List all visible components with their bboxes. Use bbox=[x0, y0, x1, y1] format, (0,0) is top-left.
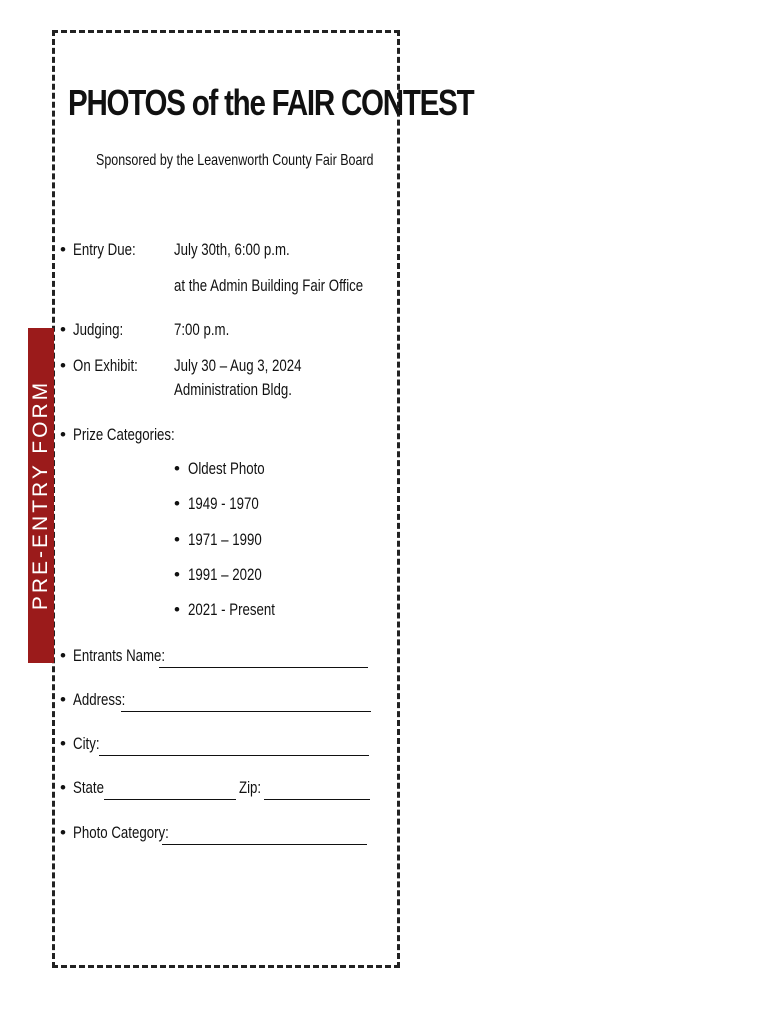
judging-value bbox=[174, 320, 245, 340]
category-item bbox=[188, 600, 300, 620]
form-title: PHOTOS of the FAIR CONTEST bbox=[68, 82, 474, 123]
category-item-text: Oldest Photo bbox=[188, 459, 265, 478]
form-subtitle bbox=[96, 152, 452, 170]
entrants-name-label-text: Entrants Name: bbox=[73, 646, 166, 665]
bullet: • bbox=[60, 734, 66, 753]
address-field[interactable] bbox=[121, 711, 371, 712]
side-tab-label: PRE-ENTRY FORM bbox=[29, 379, 52, 611]
category-item-text: 1949 - 1970 bbox=[188, 494, 259, 513]
category-item bbox=[188, 530, 283, 550]
zip-field[interactable] bbox=[264, 799, 370, 800]
entry-due-value bbox=[174, 240, 322, 260]
photo-category-label-text: Photo Category: bbox=[73, 823, 169, 842]
address-label-text: Address: bbox=[73, 690, 126, 709]
category-item bbox=[188, 459, 286, 479]
photo-category-field[interactable] bbox=[162, 844, 367, 845]
judging-label bbox=[73, 320, 137, 340]
entrants-name-label bbox=[73, 646, 191, 666]
bullet: • bbox=[60, 320, 66, 339]
entry-due-date-text: July 30th, 6:00 p.m. bbox=[174, 240, 290, 259]
category-item-text: 1991 – 2020 bbox=[188, 565, 262, 584]
subtitle-text: Sponsored by the Leavenworth County Fair Board bbox=[96, 152, 374, 169]
prize-categories-label bbox=[73, 425, 203, 445]
zip-label bbox=[239, 778, 267, 798]
city-field[interactable] bbox=[99, 755, 369, 756]
photo-category-label bbox=[73, 823, 196, 843]
state-field[interactable] bbox=[104, 799, 236, 800]
zip-label-text: Zip: bbox=[239, 778, 262, 797]
bullet: • bbox=[60, 646, 66, 665]
bullet: • bbox=[60, 240, 66, 259]
city-label-text: City: bbox=[73, 734, 100, 753]
category-item-text: 1971 – 1990 bbox=[188, 530, 262, 549]
exhibit-dates-text: July 30 – Aug 3, 2024 bbox=[174, 356, 302, 375]
exhibit-label-text: On Exhibit: bbox=[73, 356, 138, 375]
bullet: • bbox=[174, 530, 180, 549]
judging-value-text: 7:00 p.m. bbox=[174, 320, 230, 339]
prize-categories-label-text: Prize Categories: bbox=[73, 425, 175, 444]
bullet: • bbox=[60, 425, 66, 444]
entrants-name-field[interactable] bbox=[159, 667, 368, 668]
state-label bbox=[73, 778, 113, 798]
bullet: • bbox=[174, 494, 180, 513]
exhibit-label bbox=[73, 356, 156, 376]
exhibit-location bbox=[174, 380, 325, 400]
bullet: • bbox=[174, 600, 180, 619]
exhibit-dates bbox=[174, 356, 338, 376]
entry-due-label-text: Entry Due: bbox=[73, 240, 136, 259]
city-label bbox=[73, 734, 107, 754]
bullet: • bbox=[60, 823, 66, 842]
category-item-text: 2021 - Present bbox=[188, 600, 275, 619]
entry-due-location-text: at the Admin Building Fair Office bbox=[174, 276, 364, 295]
category-item bbox=[188, 565, 283, 585]
address-label bbox=[73, 690, 140, 710]
bullet: • bbox=[60, 778, 66, 797]
state-label-text: State bbox=[73, 778, 104, 797]
entry-due-label bbox=[73, 240, 153, 260]
category-item bbox=[188, 494, 279, 514]
bullet: • bbox=[60, 690, 66, 709]
judging-label-text: Judging: bbox=[73, 320, 124, 339]
entry-due-location bbox=[174, 276, 417, 296]
exhibit-location-text: Administration Bldg. bbox=[174, 380, 292, 399]
bullet: • bbox=[174, 565, 180, 584]
bullet: • bbox=[60, 356, 66, 375]
bullet: • bbox=[174, 459, 180, 478]
